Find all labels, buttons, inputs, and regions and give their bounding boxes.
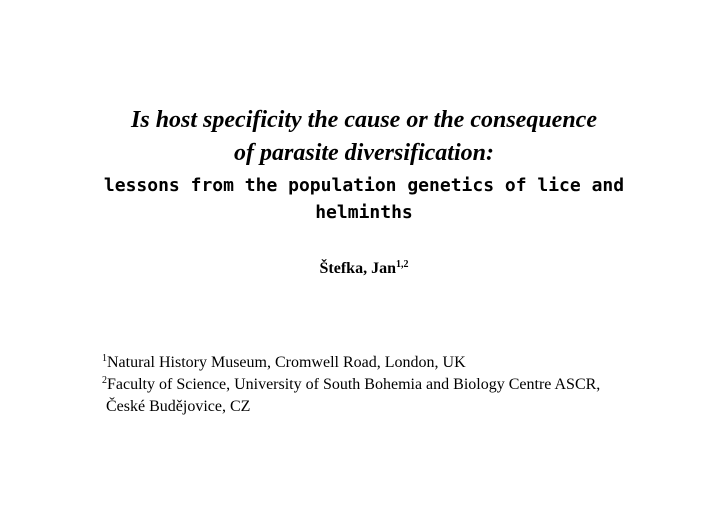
slide-subtitle [80, 172, 648, 226]
author [0, 258, 728, 280]
affiliation-2-text: Faculty of Science, University of South Bohemia and Biology Centre ASCR, [107, 376, 601, 393]
slide-title [60, 104, 668, 170]
affiliation-1-text: Natural History Museum, Cromwell Road, London, UK [107, 354, 466, 371]
affiliation-2-mark: 2 [102, 375, 107, 386]
subtitle-line-1: lessons from the population genetics of lice and [103, 175, 625, 196]
title-line-2: of parasite diversification: [234, 140, 494, 166]
author-affiliation-marks: 1,2 [395, 259, 409, 270]
affiliation-1 [102, 352, 702, 374]
affiliations [102, 352, 702, 418]
affiliation-1-mark: 1 [102, 353, 107, 364]
affiliation-2-continuation: České Budějovice, CZ [106, 398, 251, 415]
author-name: Štefka, Jan [319, 260, 396, 277]
title-line-1: Is host specificity the cause or the consequence [131, 107, 597, 133]
subtitle-line-2: helminths [315, 202, 413, 223]
affiliation-2 [102, 374, 702, 396]
